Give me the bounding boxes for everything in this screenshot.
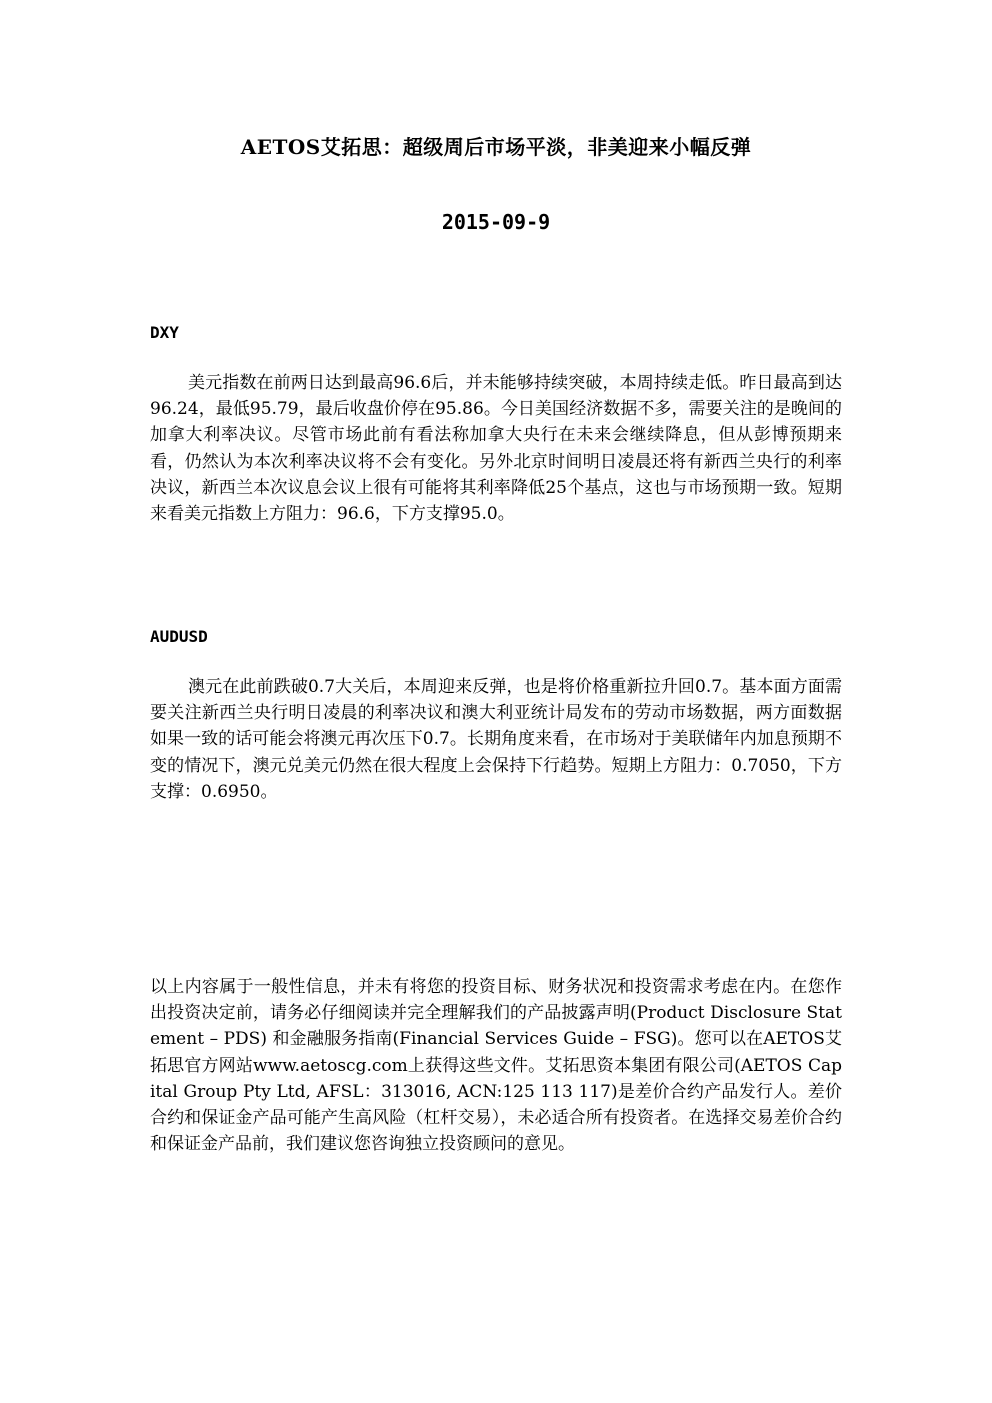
disclaimer-paragraph: 以上内容属于一般性信息，并未有将您的投资目标、财务状况和投资需求考虑在内。在您作出投资决定前，请务必仔细阅读并完全理解我们的产品披露声明(Product Disclosure Statement – PDS) 和金融服务指南(Financial Services Guide – FSG)。您可以在AETOS艾拓思官方网站www.aetoscg.com上获得这些文件。艾拓思资本集团有限公司(AETOS Capital Group Pty Ltd, AFSL：313016, ACN:125 113 117)是差价合约产品发行人。差价合约和保证金产品可能产生高风险（杠杆交易），未必适合所有投资者。在选择交易差价合约和保证金产品前，我们建议您咨询独立投资顾问的意见。 (150, 977, 842, 1155)
section-heading-audusd: AUDUSD (150, 627, 208, 646)
document-date: 2015-09-9 (441, 210, 551, 234)
document-title: AETOS艾拓思：超级周后市场平淡，非美迎来小幅反弹 (240, 135, 752, 159)
section-body-dxy: 美元指数在前两日达到最高96.6后，并未能够持续突破，本周持续走低。昨日最高到达96.24，最低95.79，最后收盘价停在95.86。今日美国经济数据不多，需要关注的是晚间的加拿大利率决议。尽管市场此前有看法称加拿大央行在未来会继续降息，但从彭博预期来看，仍然认为本次利率决议将不会有变化。另外北京时间明日凌晨还将有新西兰央行的利率决议，新西兰本次议息会议上很有可能将其利率降低25个基点，这也与市场预期一致。短期来看美元指数上方阻力：96.6，下方支撑95.0。 (150, 373, 842, 525)
section-heading-dxy: DXY (150, 323, 179, 342)
section-body-audusd: 澳元在此前跌破0.7大关后，本周迎来反弹，也是将价格重新拉升回0.7。基本面方面需要关注新西兰央行明日凌晨的利率决议和澳大利亚统计局发布的劳动市场数据，两方面数据如果一致的话可能会将澳元再次压下0.7。长期角度来看，在市场对于美联储年内加息预期不变的情况下，澳元兑美元仍然在很大程度上会保持下行趋势。短期上方阻力：0.7050，下方支撑：0.6950。 (150, 677, 842, 802)
